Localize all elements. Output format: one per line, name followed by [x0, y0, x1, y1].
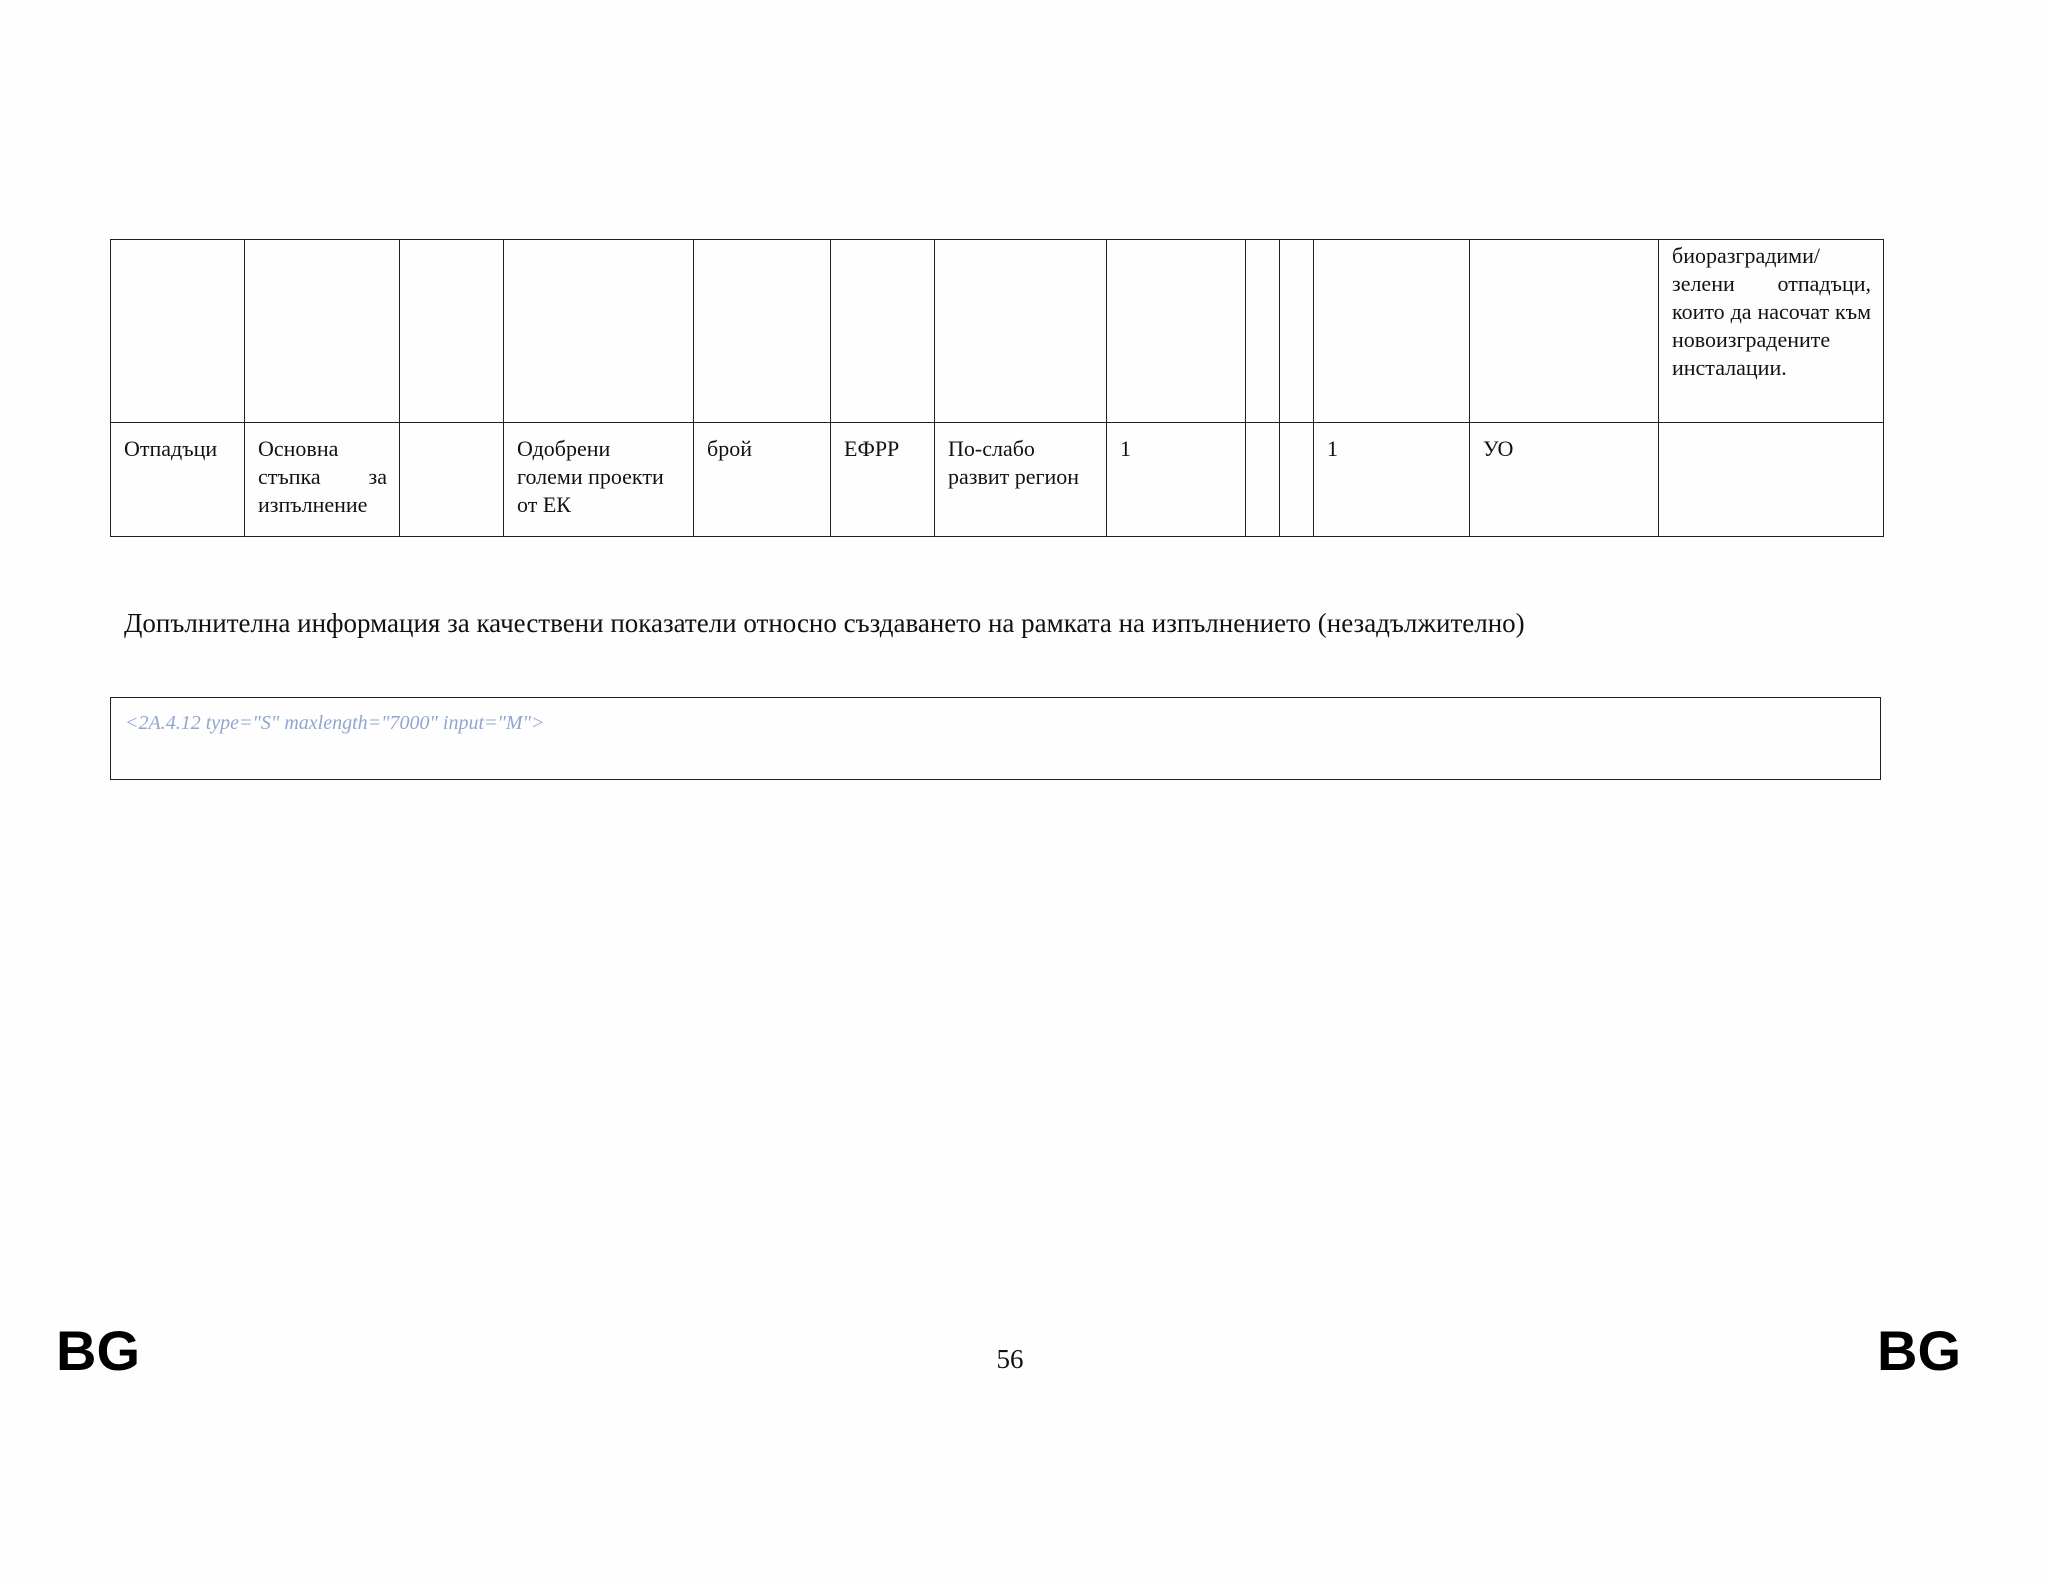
table-cell [1107, 240, 1246, 423]
cell-unit: брой [694, 423, 831, 537]
cell-type-of-indicator: Отпадъци [111, 423, 245, 537]
table-cell [1280, 423, 1314, 537]
cell-indicator-name: Одобрени големи проекти от ЕК [504, 423, 694, 537]
field-placeholder: <2A.4.12 type="S" maxlength="7000" input="M"> [125, 712, 545, 734]
cell-final-target: 1 [1314, 423, 1470, 537]
table-cell [400, 423, 504, 537]
table-cell [1246, 423, 1280, 537]
info-section-heading: Допълнителна информация за качествени показатели относно създаването на рамката на изпълнението (незадължително) [124, 608, 1525, 638]
table-cell [1659, 423, 1884, 537]
table-cell [694, 240, 831, 423]
table-cell-description: биоразградими/зелени отпадъци, които да насочат към новоизградените инсталации. [1659, 240, 1884, 423]
additional-info-field[interactable] [110, 697, 1881, 780]
table-row [111, 240, 1884, 423]
language-mark-right: BG [1877, 1319, 1961, 1382]
table-cell [1246, 240, 1280, 423]
table-cell [1314, 240, 1470, 423]
table-cell [111, 240, 245, 423]
table-cell [1470, 240, 1659, 423]
table-cell [400, 240, 504, 423]
performance-framework-table [110, 239, 1884, 537]
cell-fund: ЕФРР [831, 423, 935, 537]
cell-indicator-category: Основна стъпка за изпълнение [245, 423, 400, 537]
page-number: 56 [996, 1344, 1024, 1374]
cell-region-category: По-слабо развит регион [935, 423, 1107, 537]
language-mark-left: BG [56, 1319, 140, 1382]
table-cell [504, 240, 694, 423]
table-row [111, 423, 1884, 537]
table-cell [831, 240, 935, 423]
table-cell [1280, 240, 1314, 423]
table-cell [935, 240, 1107, 423]
cell-milestone: 1 [1107, 423, 1246, 537]
cell-data-source: УО [1470, 423, 1659, 537]
table-cell [245, 240, 400, 423]
